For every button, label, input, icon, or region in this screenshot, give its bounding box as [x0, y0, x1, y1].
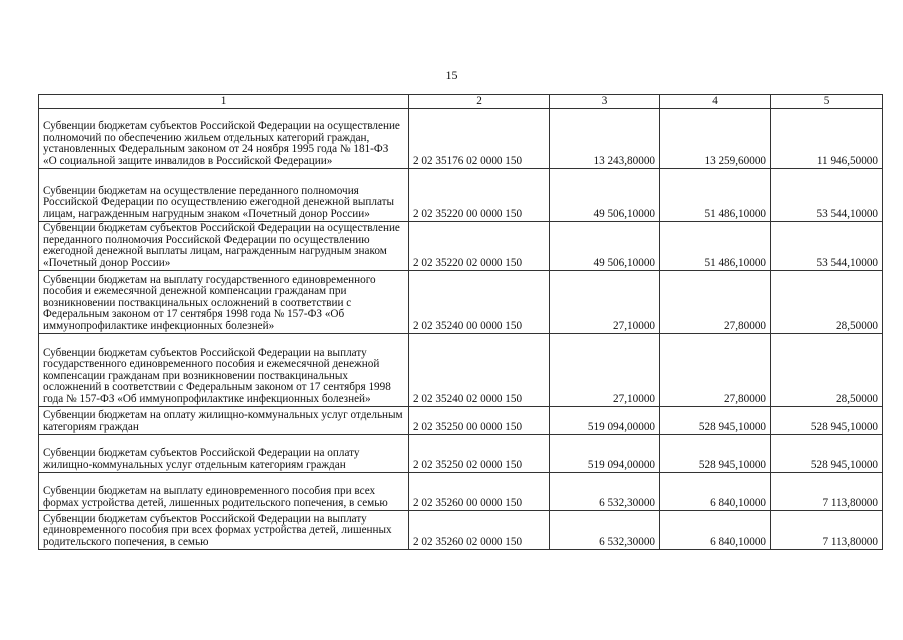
row-description: Субвенции бюджетам субъектов Российской Федерации на осуществление переданного полномочия Российской Федерации по осуществлению ежегодной денежной выплаты лицам, награжденным нагрудным знаком «Почетный донор России»	[39, 222, 409, 271]
amount-col-3: 49 506,10000	[550, 222, 660, 271]
amount-col-3: 49 506,10000	[550, 169, 660, 222]
amount-col-5: 53 544,10000	[771, 169, 883, 222]
budget-code: 2 02 35260 02 0000 150	[409, 511, 550, 550]
column-header: 3	[550, 95, 660, 109]
column-header: 4	[660, 95, 771, 109]
table-row	[39, 109, 883, 169]
page-number: 15	[445, 68, 458, 82]
table-row	[39, 435, 883, 473]
table-row	[39, 473, 883, 511]
row-description: Субвенции бюджетам на выплату единовременного пособия при всех формах устройства детей, лишенных родительского попечения, в семью	[39, 473, 409, 511]
amount-col-3: 519 094,00000	[550, 407, 660, 435]
row-description: Субвенции бюджетам субъектов Российской Федерации на выплату единовременного пособия при всех формах устройства детей, лишенных родительского попечения, в семью	[39, 511, 409, 550]
amount-col-4: 6 840,10000	[660, 511, 771, 550]
table-row	[39, 169, 883, 222]
row-description: Субвенции бюджетам на выплату государственного единовременного пособия и ежемесячной денежной компенсации гражданам при возникновении поствакцинальных осложнений в соответствии с Федеральным законом от 17 сентября 1998 года № 157-ФЗ «Об иммунопрофилактике инфекционных болезней»	[39, 271, 409, 334]
budget-code: 2 02 35250 00 0000 150	[409, 407, 550, 435]
row-description: Субвенции бюджетам субъектов Российской Федерации на выплату государственного единовременного пособия и ежемесячной денежной компенсации гражданам при возникновении поствакцинальных осложнений в соответствии с Федеральным законом от 17 сентября 1998 года № 157-ФЗ «Об иммунопрофилактике инфекционных болезней»	[39, 334, 409, 407]
amount-col-5: 7 113,80000	[771, 511, 883, 550]
row-description: Субвенции бюджетам субъектов Российской Федерации на осуществление полномочий по обеспечению жильем отдельных категорий граждан, установленных Федеральным законом от 24 ноября 1995 года № 181-ФЗ «О социальной защите инвалидов в Российской Федерации»	[39, 109, 409, 169]
table-row	[39, 511, 883, 550]
amount-col-4: 6 840,10000	[660, 473, 771, 511]
table-row	[39, 407, 883, 435]
budget-code: 2 02 35240 02 0000 150	[409, 334, 550, 407]
amount-col-3: 6 532,30000	[550, 511, 660, 550]
amount-col-5: 528 945,10000	[771, 435, 883, 473]
row-description: Субвенции бюджетам на осуществление переданного полномочия Российской Федерации по осуществлению ежегодной денежной выплаты лицам, награжденным нагрудным знаком «Почетный донор России»	[39, 169, 409, 222]
amount-col-3: 519 094,00000	[550, 435, 660, 473]
amount-col-3: 6 532,30000	[550, 473, 660, 511]
column-header: 5	[771, 95, 883, 109]
budget-code: 2 02 35250 02 0000 150	[409, 435, 550, 473]
amount-col-4: 27,80000	[660, 271, 771, 334]
table-row	[39, 334, 883, 407]
amount-col-3: 27,10000	[550, 334, 660, 407]
budget-code: 2 02 35260 00 0000 150	[409, 473, 550, 511]
table-row	[39, 271, 883, 334]
amount-col-5: 28,50000	[771, 334, 883, 407]
budget-code: 2 02 35220 00 0000 150	[409, 169, 550, 222]
amount-col-5: 53 544,10000	[771, 222, 883, 271]
amount-col-3: 27,10000	[550, 271, 660, 334]
budget-code: 2 02 35220 02 0000 150	[409, 222, 550, 271]
amount-col-4: 51 486,10000	[660, 222, 771, 271]
table-header-row	[39, 95, 883, 109]
amount-col-3: 13 243,80000	[550, 109, 660, 169]
amount-col-5: 28,50000	[771, 271, 883, 334]
row-description: Субвенции бюджетам на оплату жилищно-коммунальных услуг отдельным категориям граждан	[39, 407, 409, 435]
column-header: 2	[409, 95, 550, 109]
amount-col-4: 13 259,60000	[660, 109, 771, 169]
amount-col-4: 528 945,10000	[660, 435, 771, 473]
column-header: 1	[39, 95, 409, 109]
amount-col-5: 11 946,50000	[771, 109, 883, 169]
amount-col-4: 51 486,10000	[660, 169, 771, 222]
amount-col-4: 528 945,10000	[660, 407, 771, 435]
amount-col-5: 7 113,80000	[771, 473, 883, 511]
table-row	[39, 222, 883, 271]
amount-col-4: 27,80000	[660, 334, 771, 407]
budget-code: 2 02 35176 02 0000 150	[409, 109, 550, 169]
amount-col-5: 528 945,10000	[771, 407, 883, 435]
budget-code: 2 02 35240 00 0000 150	[409, 271, 550, 334]
row-description: Субвенции бюджетам субъектов Российской Федерации на оплату жилищно-коммунальных услуг отдельным категориям граждан	[39, 435, 409, 473]
budget-table	[38, 94, 883, 550]
